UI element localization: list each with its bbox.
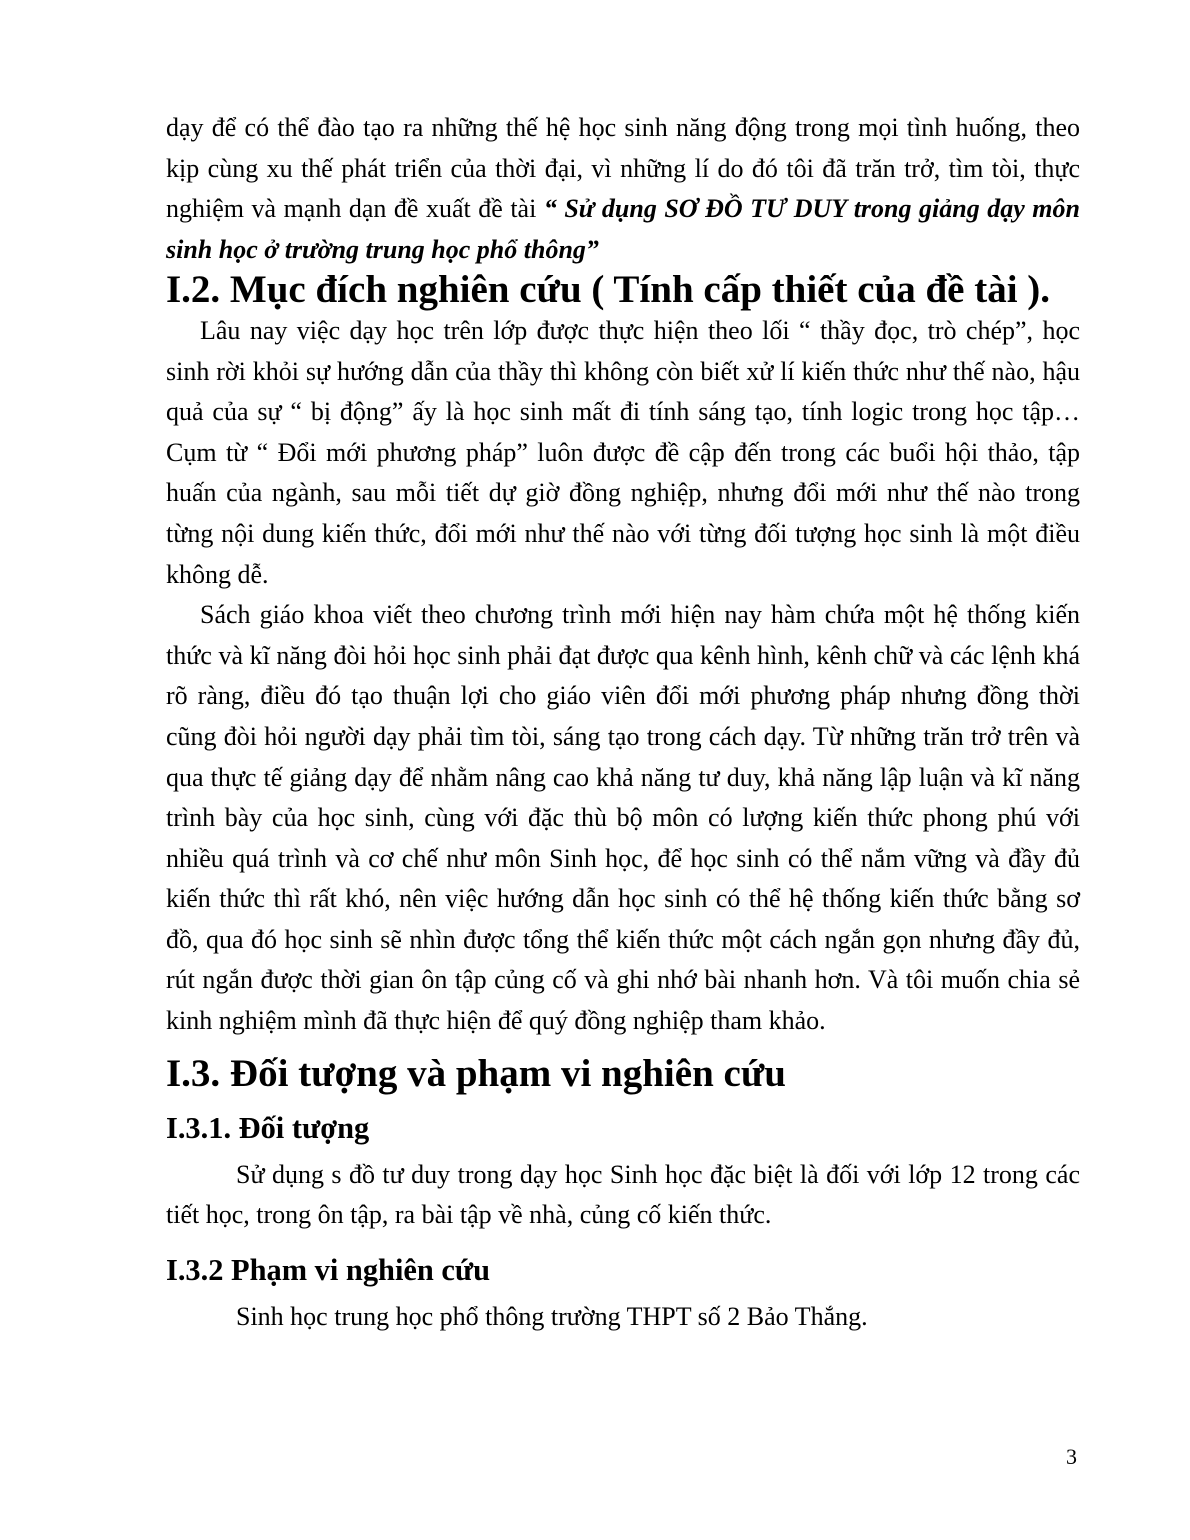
purpose-paragraph-1: Lâu nay việc dạy học trên lớp được thực hiện theo lối “ thầy đọc, trò chép”, học sinh rời khỏi sự hướng dẫn của thầy thì không còn biết xử lí kiến thức như thế nào, hậu quả của sự “ bị động” ấy là học sinh mất đi tính sáng tạo, tính logic trong học tập…Cụm từ “ Đổi mới phương pháp” luôn được đề cập đến trong các buổi hội thảo, tập huấn của ngành, sau mỗi tiết dự giờ đồng nghiệp, nhưng đổi mới như thế nào trong từng nội dung kiến thức, đổi mới như thế nào với từng đối tượng học sinh là một điều không dễ.: [166, 315, 1080, 589]
purpose-paragraph-2: Sách giáo khoa viết theo chương trình mới hiện nay hàm chứa một hệ thống kiến thức và kĩ năng đòi hỏi học sinh phải đạt được qua kênh hình, kênh chữ và các lệnh khá rõ ràng, điều đó tạo thuận lợi cho giáo viên đổi mới phương pháp nhưng đồng thời cũng đòi hỏi người dạy phải tìm tòi, sáng tạo trong cách dạy. Từ những trăn trở trên và qua thực tế giảng dạy để nhằm nâng cao khả năng tư duy, khả năng lập luận và kĩ năng trình bày của học sinh, cùng với đặc thù bộ môn có lượng kiến thức phong phú với nhiều quá trình và cơ chế như môn Sinh học, để học sinh có thể nắm vững và đầy đủ kiến thức thì rất khó, nên việc hướng dẫn học sinh có thể hệ thống kiến thức bằng sơ đồ, qua đó học sinh sẽ nhìn được tổng thể kiến thức một cách ngắn gọn nhưng đầy đủ, rút ngắn được thời gian ôn tập củng cố và ghi nhớ bài nhanh hơn. Và tôi muốn chia sẻ kinh nghiệm mình đã thực hiện để quý đồng nghiệp tham khảo.: [166, 600, 1080, 1036]
heading-research-purpose: I.2. Mục đích nghiên cứu ( Tính cấp thiết của đề tài ).: [166, 268, 1051, 312]
page-content: [166, 108, 1080, 1337]
heading-scope: I.3.2 Phạm vi nghiên cứu: [166, 1253, 491, 1288]
topic-title: “ Sử dụng SƠ ĐỒ TƯ DUY trong giảng dạy môn sinh học ở trường trung học phổ thông”: [166, 194, 1080, 264]
page-number: 3: [1066, 1444, 1077, 1469]
scope-paragraph: Sinh học trung học phổ thông trường THPT số 2 Bảo Thắng.: [236, 1301, 868, 1331]
object-paragraph: Sử dụng s đồ tư duy trong dạy học Sinh học đặc biệt là đối với lớp 12 trong các tiết học, trong ôn tập, ra bài tập về nhà, củng cố kiến thức.: [166, 1159, 1080, 1230]
heading-object: I.3.1. Đối tượng: [166, 1111, 370, 1146]
intro-text: dạy để có thể đào tạo ra những thế hệ học sinh năng động trong mọi tình huống, theo kịp cùng xu thế phát triển của thời đại, vì những lí do đó tôi đã trăn trở, tìm tòi, thực nghiệm và mạnh dạn đề xuất đề tài: [166, 113, 1080, 224]
intro-paragraph: [166, 108, 1080, 270]
heading-object-scope: I.3. Đối tượng và phạm vi nghiên cứu: [166, 1051, 786, 1095]
